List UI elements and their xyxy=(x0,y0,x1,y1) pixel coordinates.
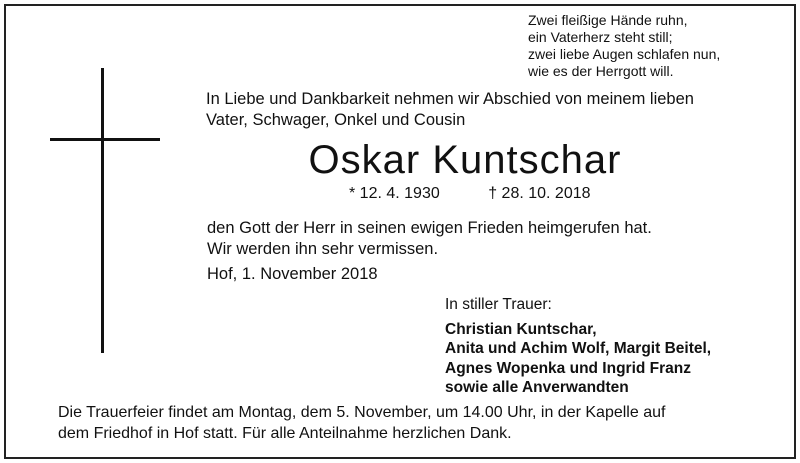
footer-line: dem Friedhof in Hof statt. Für alle Anteilnahme herzlichen Dank. xyxy=(58,424,512,442)
poem xyxy=(528,12,720,80)
birth-date: * 12. 4. 1930 xyxy=(349,185,440,202)
poem-line: wie es der Herrgott will. xyxy=(528,63,674,79)
mourners-lead: In stiller Trauer: xyxy=(445,296,552,313)
body-line: Wir werden ihn sehr vermissen. xyxy=(207,240,439,258)
funeral-info xyxy=(58,403,665,444)
mourners xyxy=(445,295,711,398)
intro-text xyxy=(206,89,694,131)
mourner-line: Anita und Achim Wolf, Margit Beitel, xyxy=(445,340,712,357)
mourner-line: Christian Kuntschar, xyxy=(445,320,597,338)
mourner-line: Agnes Wopenka und Ingrid Franz xyxy=(445,359,692,377)
intro-line: Vater, Schwager, Onkel und Cousin xyxy=(206,111,466,129)
death-date: † 28. 10. 2018 xyxy=(488,185,591,202)
intro-line: In Liebe und Dankbarkeit nehmen wir Abschied von meinem lieben xyxy=(206,90,694,108)
body-line: den Gott der Herr in seinen ewigen Frieden heimgerufen hat. xyxy=(207,219,652,237)
cross-icon xyxy=(50,68,160,353)
deceased-name: Oskar Kuntschar xyxy=(308,138,622,182)
life-dates xyxy=(349,184,591,204)
footer-line: Die Trauerfeier findet am Montag, dem 5. November, um 14.00 Uhr, in der Kapelle auf xyxy=(58,404,666,421)
place-date: Hof, 1. November 2018 xyxy=(207,265,378,283)
poem-line: zwei liebe Augen schlafen nun, xyxy=(528,46,721,62)
mourner-line: sowie alle Anverwandten xyxy=(445,379,629,396)
body-text xyxy=(207,218,652,260)
poem-line: Zwei fleißige Hände ruhn, xyxy=(528,12,688,28)
poem-line: ein Vaterherz steht still; xyxy=(528,29,673,45)
